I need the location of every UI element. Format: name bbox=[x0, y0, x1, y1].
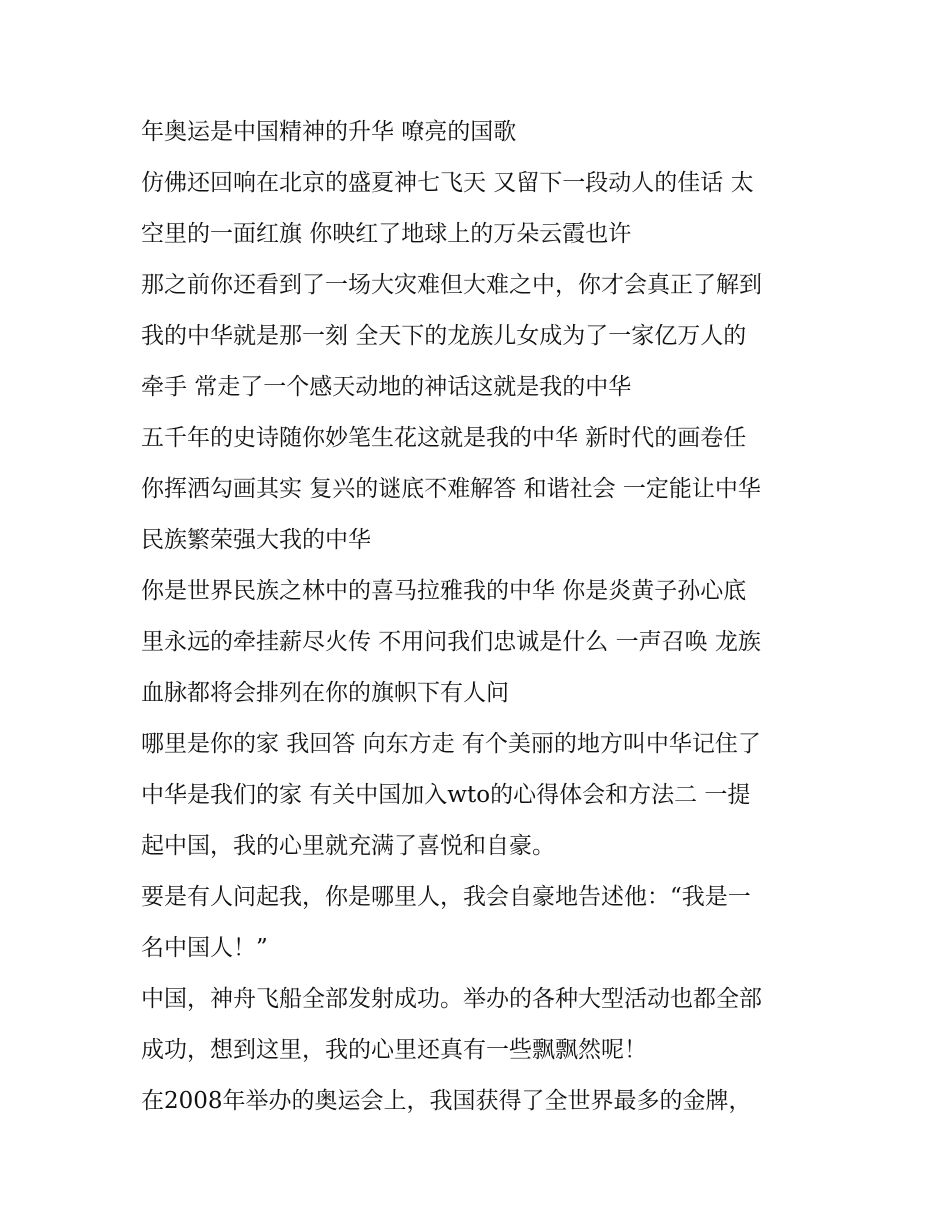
text-line: 成功，想到这里，我的心里还真有一些飘飘然呢！ bbox=[141, 1037, 647, 1063]
text-line: 在2008年举办的奥运会上，我国获得了全世界最多的金牌， bbox=[141, 1088, 752, 1114]
text-line: 你是世界民族之林中的喜马拉雅我的中华 你是炎黄子孙心底 bbox=[141, 578, 747, 604]
text-line: 年奥运是中国精神的升华 嘹亮的国歌 bbox=[141, 119, 517, 145]
text-line: 民族繁荣强大我的中华 bbox=[141, 527, 371, 553]
text-line: 那之前你还看到了一场大灾难但大难之中，你才会真正了解到 bbox=[141, 272, 762, 298]
text-line: 你挥洒勾画其实 复兴的谜底不难解答 和谐社会 一定能让中华 bbox=[141, 476, 761, 502]
text-line: 中国，神舟飞船全部发射成功。举办的各种大型活动也都全部 bbox=[141, 986, 762, 1012]
text-line: 我的中华就是那一刻 全天下的龙族儿女成为了一家亿万人的 bbox=[141, 323, 747, 349]
text-line: 血脉都将会排列在你的旗帜下有人问 bbox=[141, 680, 509, 706]
text-line: 里永远的牵挂薪尽火传 不用问我们忠诚是什么 一声召唤 龙族 bbox=[141, 629, 761, 655]
text-line: 空里的一面红旗 你映红了地球上的万朵云霞也许 bbox=[141, 221, 632, 247]
text-line: 中华是我们的家 有关中国加入wto的心得体会和方法二 一提 bbox=[141, 782, 751, 808]
text-line: 名中国人！” bbox=[141, 935, 268, 961]
text-line: 要是有人问起我，你是哪里人，我会自豪地告述他：“我是一 bbox=[141, 884, 751, 910]
text-line: 牵手 常走了一个感天动地的神话这就是我的中华 bbox=[141, 374, 632, 400]
text-line: 起中国，我的心里就充满了喜悦和自豪。 bbox=[141, 833, 555, 859]
text-line: 五千年的史诗随你妙笔生花这就是我的中华 新时代的画卷任 bbox=[141, 425, 747, 451]
text-line: 仿佛还回响在北京的盛夏神七飞天 又留下一段动人的佳话 太 bbox=[141, 170, 754, 196]
document-body bbox=[141, 107, 831, 1127]
text-line: 哪里是你的家 我回答 向东方走 有个美丽的地方叫中华记住了 bbox=[141, 731, 761, 757]
